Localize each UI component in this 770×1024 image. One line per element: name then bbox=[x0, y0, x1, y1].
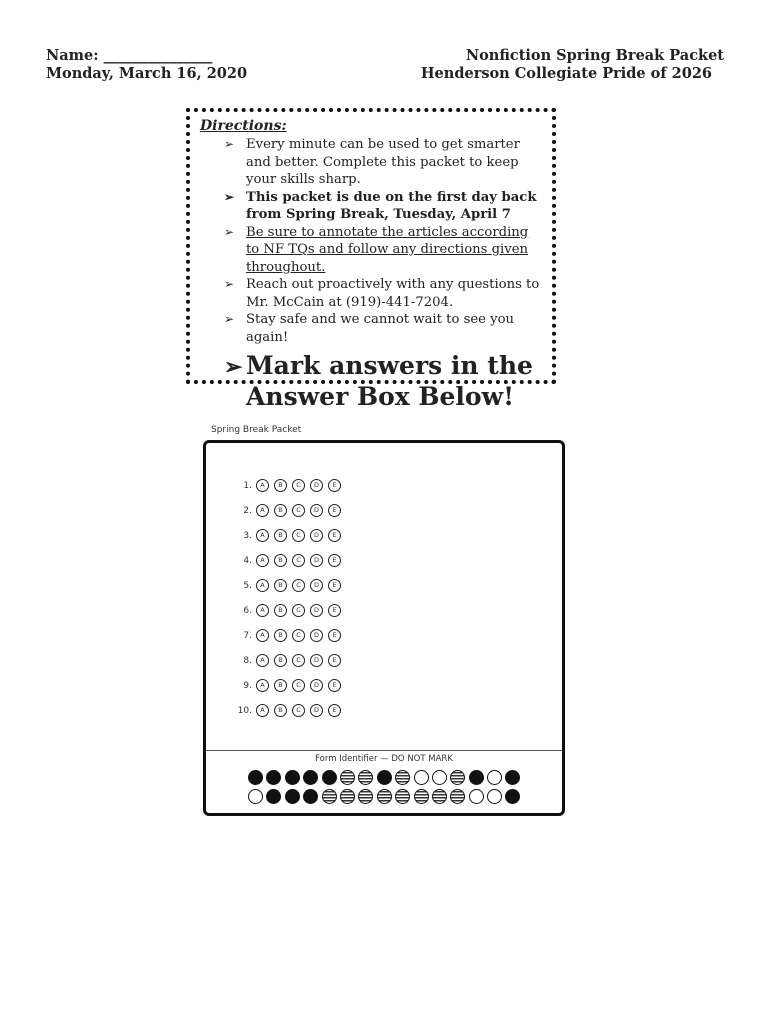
answer-bubble[interactable]: C bbox=[292, 529, 305, 542]
answer-sheet-label: Spring Break Packet bbox=[211, 425, 302, 435]
arrow-bullet-icon: ➢ bbox=[224, 277, 235, 291]
question-number: 5. bbox=[243, 580, 252, 591]
question-number: 4. bbox=[243, 555, 252, 566]
form-id-dot bbox=[285, 789, 300, 804]
question-row bbox=[226, 698, 346, 723]
answer-bubble[interactable]: D bbox=[310, 504, 323, 517]
direction-text: Reach out proactively with any questions to Mr. McCain at (919)-441-7204. bbox=[246, 277, 540, 310]
form-id-dot bbox=[487, 770, 502, 785]
answer-bubble[interactable]: D bbox=[310, 704, 323, 717]
form-id-dot bbox=[487, 789, 502, 804]
answer-bubble[interactable]: C bbox=[292, 704, 305, 717]
form-id-dot bbox=[358, 770, 373, 785]
answer-bubble[interactable]: B bbox=[274, 554, 287, 567]
answer-bubble[interactable]: B bbox=[274, 479, 287, 492]
answer-bubble[interactable]: B bbox=[274, 679, 287, 692]
form-id-dot bbox=[340, 789, 355, 804]
answer-bubble[interactable]: E bbox=[328, 529, 341, 542]
answer-bubble[interactable]: C bbox=[292, 679, 305, 692]
form-id-dot bbox=[248, 770, 263, 785]
form-id-dot bbox=[303, 789, 318, 804]
form-id-dot bbox=[303, 770, 318, 785]
form-id-dot bbox=[377, 770, 392, 785]
answer-bubble[interactable]: D bbox=[310, 654, 323, 667]
form-identifier: Form Identifier — DO NOT MARK bbox=[315, 754, 453, 764]
answer-bubble[interactable]: E bbox=[328, 704, 341, 717]
answer-rows bbox=[226, 473, 346, 723]
answer-bubble[interactable]: E bbox=[328, 579, 341, 592]
answer-bubble[interactable]: C bbox=[292, 579, 305, 592]
answer-bubble[interactable]: A bbox=[256, 554, 269, 567]
answer-bubble[interactable]: B bbox=[274, 529, 287, 542]
answer-bubble[interactable]: A bbox=[256, 654, 269, 667]
answer-bubble[interactable]: C bbox=[292, 629, 305, 642]
question-number: 3. bbox=[243, 530, 252, 541]
form-id-dot bbox=[358, 789, 373, 804]
answer-bubble[interactable]: A bbox=[256, 629, 269, 642]
answer-bubble[interactable]: E bbox=[328, 554, 341, 567]
header-right bbox=[421, 47, 724, 83]
question-row bbox=[226, 548, 346, 573]
direction-text: This packet is due on the first day back from Spring Break, Tuesday, April 7 bbox=[246, 189, 537, 222]
form-id-dot bbox=[414, 789, 429, 804]
answer-bubble[interactable]: D bbox=[310, 604, 323, 617]
answer-bubble[interactable]: B bbox=[274, 704, 287, 717]
answer-bubble[interactable]: D bbox=[310, 479, 323, 492]
directions-title: Directions: bbox=[200, 118, 287, 134]
form-id-dot bbox=[505, 789, 520, 804]
direction-item bbox=[200, 311, 544, 346]
answer-bubble[interactable]: D bbox=[310, 579, 323, 592]
direction-item bbox=[200, 350, 544, 412]
answer-bubble[interactable]: C bbox=[292, 554, 305, 567]
answer-bubble[interactable]: D bbox=[310, 629, 323, 642]
form-id-dot bbox=[432, 789, 447, 804]
form-id-dot bbox=[395, 789, 410, 804]
school-name: Henderson Collegiate Pride of 2026 bbox=[420, 65, 712, 82]
answer-bubble[interactable]: D bbox=[310, 554, 323, 567]
form-divider bbox=[206, 750, 562, 751]
packet-title: Nonfiction Spring Break Packet bbox=[465, 47, 724, 64]
direction-item bbox=[200, 136, 544, 189]
question-row bbox=[226, 523, 346, 548]
answer-bubble[interactable]: B bbox=[274, 504, 287, 517]
question-row bbox=[226, 648, 346, 673]
answer-bubble[interactable]: A bbox=[256, 579, 269, 592]
question-row bbox=[226, 673, 346, 698]
form-id-dot bbox=[377, 789, 392, 804]
answer-bubble[interactable]: C bbox=[292, 504, 305, 517]
form-id-dot bbox=[322, 789, 337, 804]
form-id-dot bbox=[266, 770, 281, 785]
answer-bubble[interactable]: E bbox=[328, 504, 341, 517]
name-line: Name: _______________ bbox=[46, 47, 213, 64]
answer-bubble[interactable]: E bbox=[328, 629, 341, 642]
answer-bubble[interactable]: B bbox=[274, 579, 287, 592]
question-number: 1. bbox=[243, 480, 252, 491]
form-id-dot bbox=[414, 770, 429, 785]
form-id-row-2 bbox=[248, 789, 524, 804]
form-id-row-1 bbox=[248, 770, 524, 785]
question-row bbox=[226, 473, 346, 498]
question-row bbox=[226, 623, 346, 648]
arrow-bullet-icon: ➢ bbox=[224, 189, 235, 204]
direction-item bbox=[200, 189, 544, 224]
answer-bubble[interactable]: B bbox=[274, 654, 287, 667]
question-number: 2. bbox=[243, 505, 252, 516]
answer-bubble[interactable]: B bbox=[274, 629, 287, 642]
directions-list bbox=[200, 136, 544, 412]
answer-bubble[interactable]: D bbox=[310, 529, 323, 542]
answer-bubble[interactable]: A bbox=[256, 704, 269, 717]
question-number: 10. bbox=[237, 705, 252, 716]
question-number: 9. bbox=[243, 680, 252, 691]
date-text: Monday, March 16, 2020 bbox=[46, 65, 248, 82]
question-number: 7. bbox=[243, 630, 252, 641]
question-number: 6. bbox=[243, 605, 252, 616]
answer-bubble[interactable]: B bbox=[274, 604, 287, 617]
form-id-dot bbox=[248, 789, 263, 804]
form-id-dot bbox=[266, 789, 281, 804]
arrow-bullet-icon: ➢ bbox=[224, 354, 243, 380]
answer-bubble[interactable]: A bbox=[256, 679, 269, 692]
form-id-dot bbox=[505, 770, 520, 785]
answer-bubble[interactable]: A bbox=[256, 604, 269, 617]
form-id-dot bbox=[395, 770, 410, 785]
answer-bubble[interactable]: D bbox=[310, 679, 323, 692]
direction-item bbox=[200, 276, 544, 311]
answer-bubble[interactable]: A bbox=[256, 529, 269, 542]
question-number: 8. bbox=[243, 655, 252, 666]
question-row bbox=[226, 598, 346, 623]
form-id-dot bbox=[285, 770, 300, 785]
answer-bubble[interactable]: C bbox=[292, 654, 305, 667]
answer-bubble[interactable]: C bbox=[292, 604, 305, 617]
arrow-bullet-icon: ➢ bbox=[224, 224, 235, 239]
answer-bubble[interactable]: E bbox=[328, 604, 341, 617]
answer-bubble[interactable]: A bbox=[256, 504, 269, 517]
arrow-bullet-icon: ➢ bbox=[224, 137, 235, 151]
direction-text: Be sure to annotate the articles according to NF TQs and follow any directions given throughout. bbox=[246, 224, 529, 275]
question-row bbox=[226, 573, 346, 598]
form-id-dot bbox=[450, 770, 465, 785]
form-id-dot bbox=[469, 770, 484, 785]
question-row bbox=[226, 498, 346, 523]
direction-text: Stay safe and we cannot wait to see you again! bbox=[246, 312, 515, 345]
answer-bubble[interactable]: C bbox=[292, 479, 305, 492]
direction-item bbox=[200, 224, 544, 277]
header-left bbox=[46, 47, 247, 83]
form-id-dot bbox=[450, 789, 465, 804]
answer-bubble[interactable]: E bbox=[328, 654, 341, 667]
direction-text: Every minute can be used to get smarter and better. Complete this packet to keep your skills sharp. bbox=[246, 137, 520, 187]
answer-bubble[interactable]: E bbox=[328, 679, 341, 692]
form-id-dot bbox=[432, 770, 447, 785]
form-id-dot bbox=[469, 789, 484, 804]
answer-sheet bbox=[203, 440, 565, 816]
answer-bubble[interactable]: A bbox=[256, 479, 269, 492]
directions-box bbox=[186, 108, 556, 411]
answer-bubble[interactable]: E bbox=[328, 479, 341, 492]
form-id-dot bbox=[322, 770, 337, 785]
arrow-bullet-icon: ➢ bbox=[224, 312, 235, 326]
direction-text: Mark answers in the Answer Box Below! bbox=[246, 351, 533, 411]
form-id-dot bbox=[340, 770, 355, 785]
